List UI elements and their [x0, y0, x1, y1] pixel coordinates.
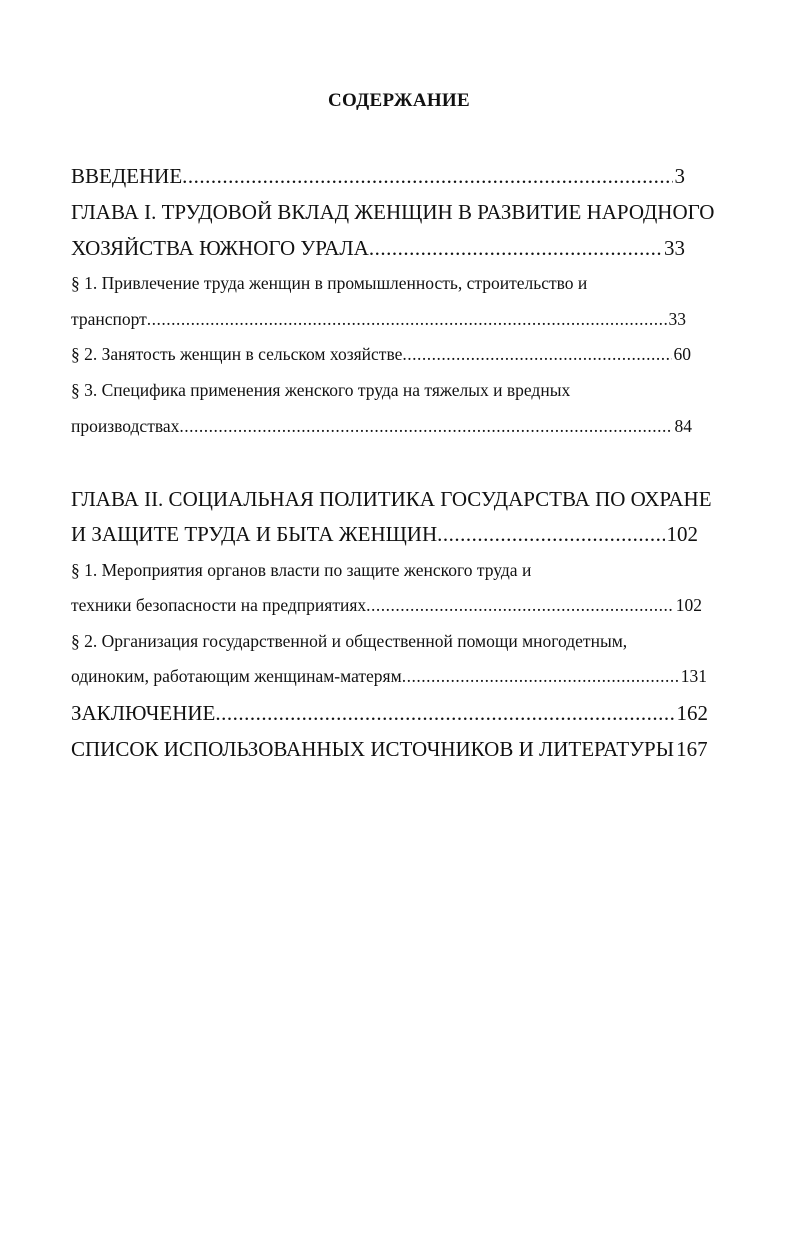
toc-entry-text: техники безопасности на предприятиях — [71, 595, 367, 615]
toc-entry-text: производствах — [71, 416, 180, 436]
toc-entry-section-1-3 — [71, 418, 692, 436]
toc-page-number: 131 — [680, 666, 707, 686]
toc-page-number: 102 — [675, 595, 702, 615]
toc-entry-text: одиноким, работающим женщинам-матерям — [71, 666, 402, 686]
toc-entry-section-2-2 — [71, 668, 707, 686]
dot-leader — [402, 668, 679, 686]
toc-entry-section-1-1 — [71, 311, 686, 329]
toc-section-2-2-line1: § 2. Организация государственной и общественной помощи многодетным, — [71, 631, 628, 651]
dot-leader — [147, 311, 667, 329]
toc-entry-text: § 2. Занятость женщин в сельском хозяйстве — [71, 344, 403, 364]
toc-entry-text: СПИСОК ИСПОЛЬЗОВАННЫХ ИСТОЧНИКОВ И ЛИТЕРАТУРЫ — [71, 737, 675, 761]
toc-section-1-3-line1: § 3. Специфика применения женского труда на тяжелых и вредных — [71, 380, 571, 400]
toc-page-number: 60 — [673, 344, 691, 364]
toc-entry-intro — [71, 166, 685, 187]
toc-entry-chapter-1 — [71, 238, 685, 259]
dot-leader — [402, 346, 671, 364]
toc-page-number: 33 — [668, 309, 686, 329]
toc-chapter-1-line1: ГЛАВА I. ТРУДОВОЙ ВКЛАД ЖЕНЩИН В РАЗВИТИЕ НАРОДНОГО — [71, 200, 715, 224]
dot-leader — [369, 238, 662, 259]
toc-page-number: 162 — [676, 701, 708, 725]
dot-leader — [182, 166, 672, 187]
dot-leader — [437, 524, 664, 545]
toc-entry-text: ВВЕДЕНИЕ — [71, 164, 183, 188]
toc-section-2-1-line1: § 1. Мероприятия органов власти по защите женского труда и — [71, 560, 532, 580]
toc-page-number: 33 — [664, 236, 685, 260]
dot-leader — [215, 703, 674, 724]
toc-section-1-1-line1: § 1. Привлечение труда женщин в промышленность, строительство и — [71, 273, 588, 293]
toc-entry-text: транспорт — [71, 309, 147, 329]
toc-page-number: 84 — [674, 416, 692, 436]
dot-leader — [366, 597, 674, 615]
toc-entry-section-1-2 — [71, 346, 691, 364]
toc-entry-chapter-2 — [71, 524, 698, 545]
toc-entry-text: ЗАКЛЮЧЕНИЕ — [71, 701, 216, 725]
toc-page-number: 102 — [666, 522, 698, 546]
toc-chapter-2-line1: ГЛАВА II. СОЦИАЛЬНАЯ ПОЛИТИКА ГОСУДАРСТВА ПО ОХРАНЕ — [71, 487, 712, 511]
toc-page-number: 3 — [674, 164, 685, 188]
toc-page-number: 167 — [676, 737, 708, 761]
toc-entry-text: ХОЗЯЙСТВА ЮЖНОГО УРАЛА — [71, 236, 369, 260]
page-title: СОДЕРЖАНИЕ — [328, 90, 470, 111]
toc-entry-text: И ЗАЩИТЕ ТРУДА И БЫТА ЖЕНЩИН — [71, 522, 438, 546]
toc-entry-sources — [71, 737, 708, 761]
toc-entry-conclusion — [71, 703, 708, 724]
dot-leader — [179, 418, 672, 436]
toc-entry-section-2-1 — [71, 597, 702, 615]
